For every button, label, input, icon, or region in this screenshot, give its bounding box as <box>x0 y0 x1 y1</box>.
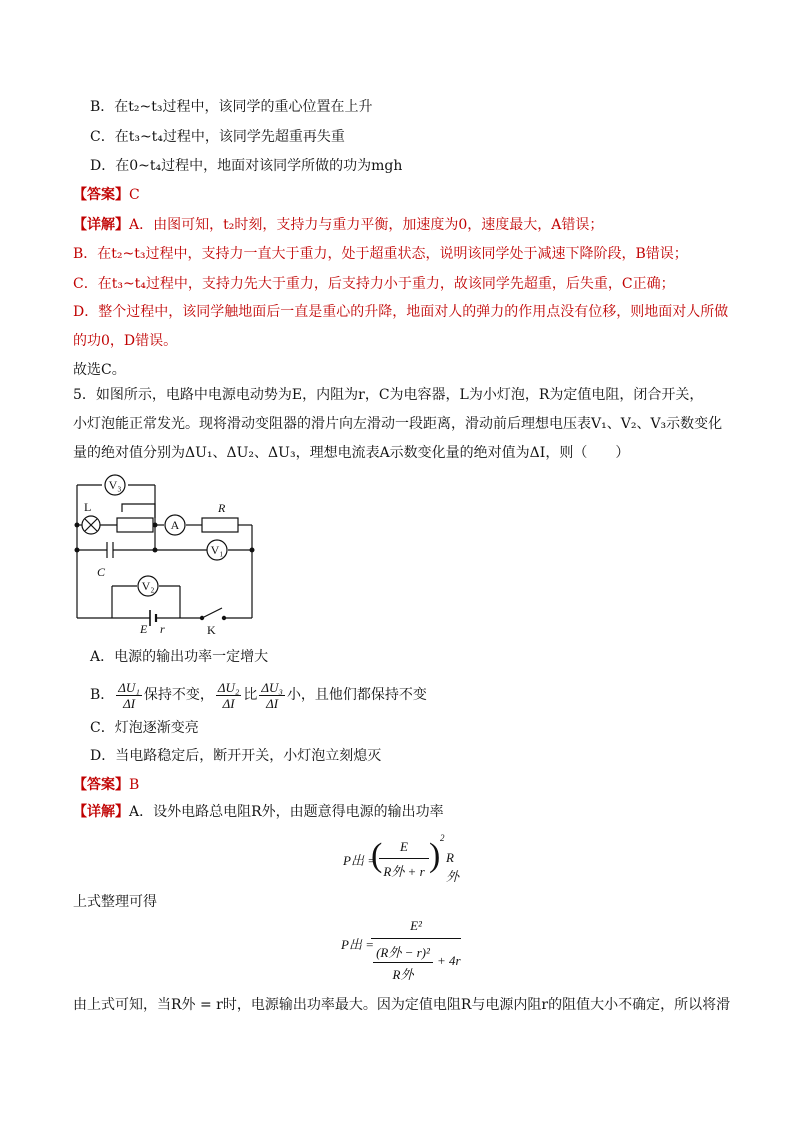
ammeter-label: A <box>170 518 180 532</box>
q4-option-c: C．在t₃~t₄过程中，该同学先超重再失重 <box>90 129 345 145</box>
capacitor-label: C <box>97 565 106 579</box>
internal-r-label: r <box>160 622 165 636</box>
q5-stem-line3: 量的绝对值分别为ΔU₁、ΔU₂、ΔU₃，理想电流表A示数变化量的绝对值为ΔI，则（ ） <box>73 445 630 461</box>
answer-tag: 【答案】 <box>73 187 129 203</box>
q5-last-line: 由上式可知，当R外 = r时，电源输出功率最大。因为定值电阻R与电源内阻r的阻值大小不确定，所以将滑 <box>73 997 731 1013</box>
answer-tag: 【答案】 <box>73 777 129 793</box>
q5-option-c: C．灯泡逐渐变亮 <box>90 720 199 736</box>
answer-value: B <box>129 777 140 793</box>
fraction-du2-di: $\frac{\text{ΔU₂}}{\Delta I}$ <box>217 679 240 711</box>
v1-label: V₁ <box>210 543 224 557</box>
detail-a-text: A．设外电路总电阻R外，由题意得电源的输出功率 <box>129 804 444 820</box>
fraction-du3-di: $\frac{\text{ΔU₃}}{\Delta I}$ <box>261 679 283 711</box>
answer-value: C <box>129 187 140 203</box>
lamp-label: L <box>84 500 92 514</box>
detail-tag: 【详解】 <box>73 804 129 820</box>
q5-option-d: D．当电路稳定后，断开开关，小灯泡立刻熄灭 <box>90 748 382 764</box>
q4-detail-b: B．在t₂~t₃过程中，支持力一直大于重力，处于超重状态，说明该同学处于减速下降阶段，B错误； <box>73 246 688 262</box>
q4-detail-d1: D．整个过程中，该同学触地面后一直是重心的升降，地面对人的弹力的作用点没有位移，则地面对人所做 <box>73 304 729 320</box>
fraction-du1-di: $\frac{\text{ΔU₁}}{\Delta I}$ <box>118 679 140 711</box>
formula-output-power-rearranged: P出 = E² (R外 − r)² R外 + 4r <box>341 918 461 982</box>
q5-stem-line2: 小灯泡能正常发光。现将滑动变阻器的滑片向左滑动一段距离，滑动前后理想电压表V₁、V₂、V₃示数变化 <box>73 416 723 432</box>
circuit-diagram <box>62 470 272 640</box>
q5-option-a: A．电源的输出功率一定增大 <box>90 649 269 665</box>
q4-detail-c: C．在t₃~t₄过程中，支持力先大于重力，后支持力小于重力，故该同学先超重，后失重，C正确； <box>73 276 675 292</box>
q5-transition: 上式整理可得 <box>73 894 157 910</box>
detail-tag: 【详解】 <box>73 217 129 233</box>
q4-conclusion: 故选C。 <box>73 362 126 378</box>
formula-output-power: P出 = ( E R外 + r ) 2 R外 <box>343 833 460 884</box>
q4-detail-a <box>73 215 603 235</box>
v3-label: V₃ <box>108 478 122 492</box>
q5-detail-a <box>73 802 444 822</box>
q4-detail-d2: 的功0，D错误。 <box>73 333 178 349</box>
detail-a-text: A．由图可知，t₂时刻，支持力与重力平衡，加速度为0，速度最大，A错误； <box>129 217 604 233</box>
q5-option-b: B． $\frac{\text{ΔU₁}}{\Delta I}$ 保持不变， $\frac{\text{ΔU₂}}{\Delta I}$ 比 $\frac{\text{ΔU₃}}{\Delta I}$ 小，且他们都保持不变 <box>90 679 427 711</box>
option-b-prefix: B． <box>90 687 115 703</box>
switch-label: K <box>207 623 216 637</box>
emf-label: E <box>140 622 148 636</box>
q4-answer <box>73 185 140 205</box>
v2-label: V₂ <box>141 579 155 593</box>
resistor-label: R <box>218 501 226 515</box>
q5-stem-line1: 5．如图所示，电路中电源电动势为E，内阻为r，C为电容器，L为小灯泡，R为定值电阻，闭合开关， <box>73 387 704 403</box>
q5-answer <box>73 775 139 795</box>
q4-option-d: D．在0~t₄过程中，地面对该同学所做的功为mgh <box>90 158 403 174</box>
q4-option-b: B．在t₂~t₃过程中，该同学的重心位置在上升 <box>90 99 373 115</box>
